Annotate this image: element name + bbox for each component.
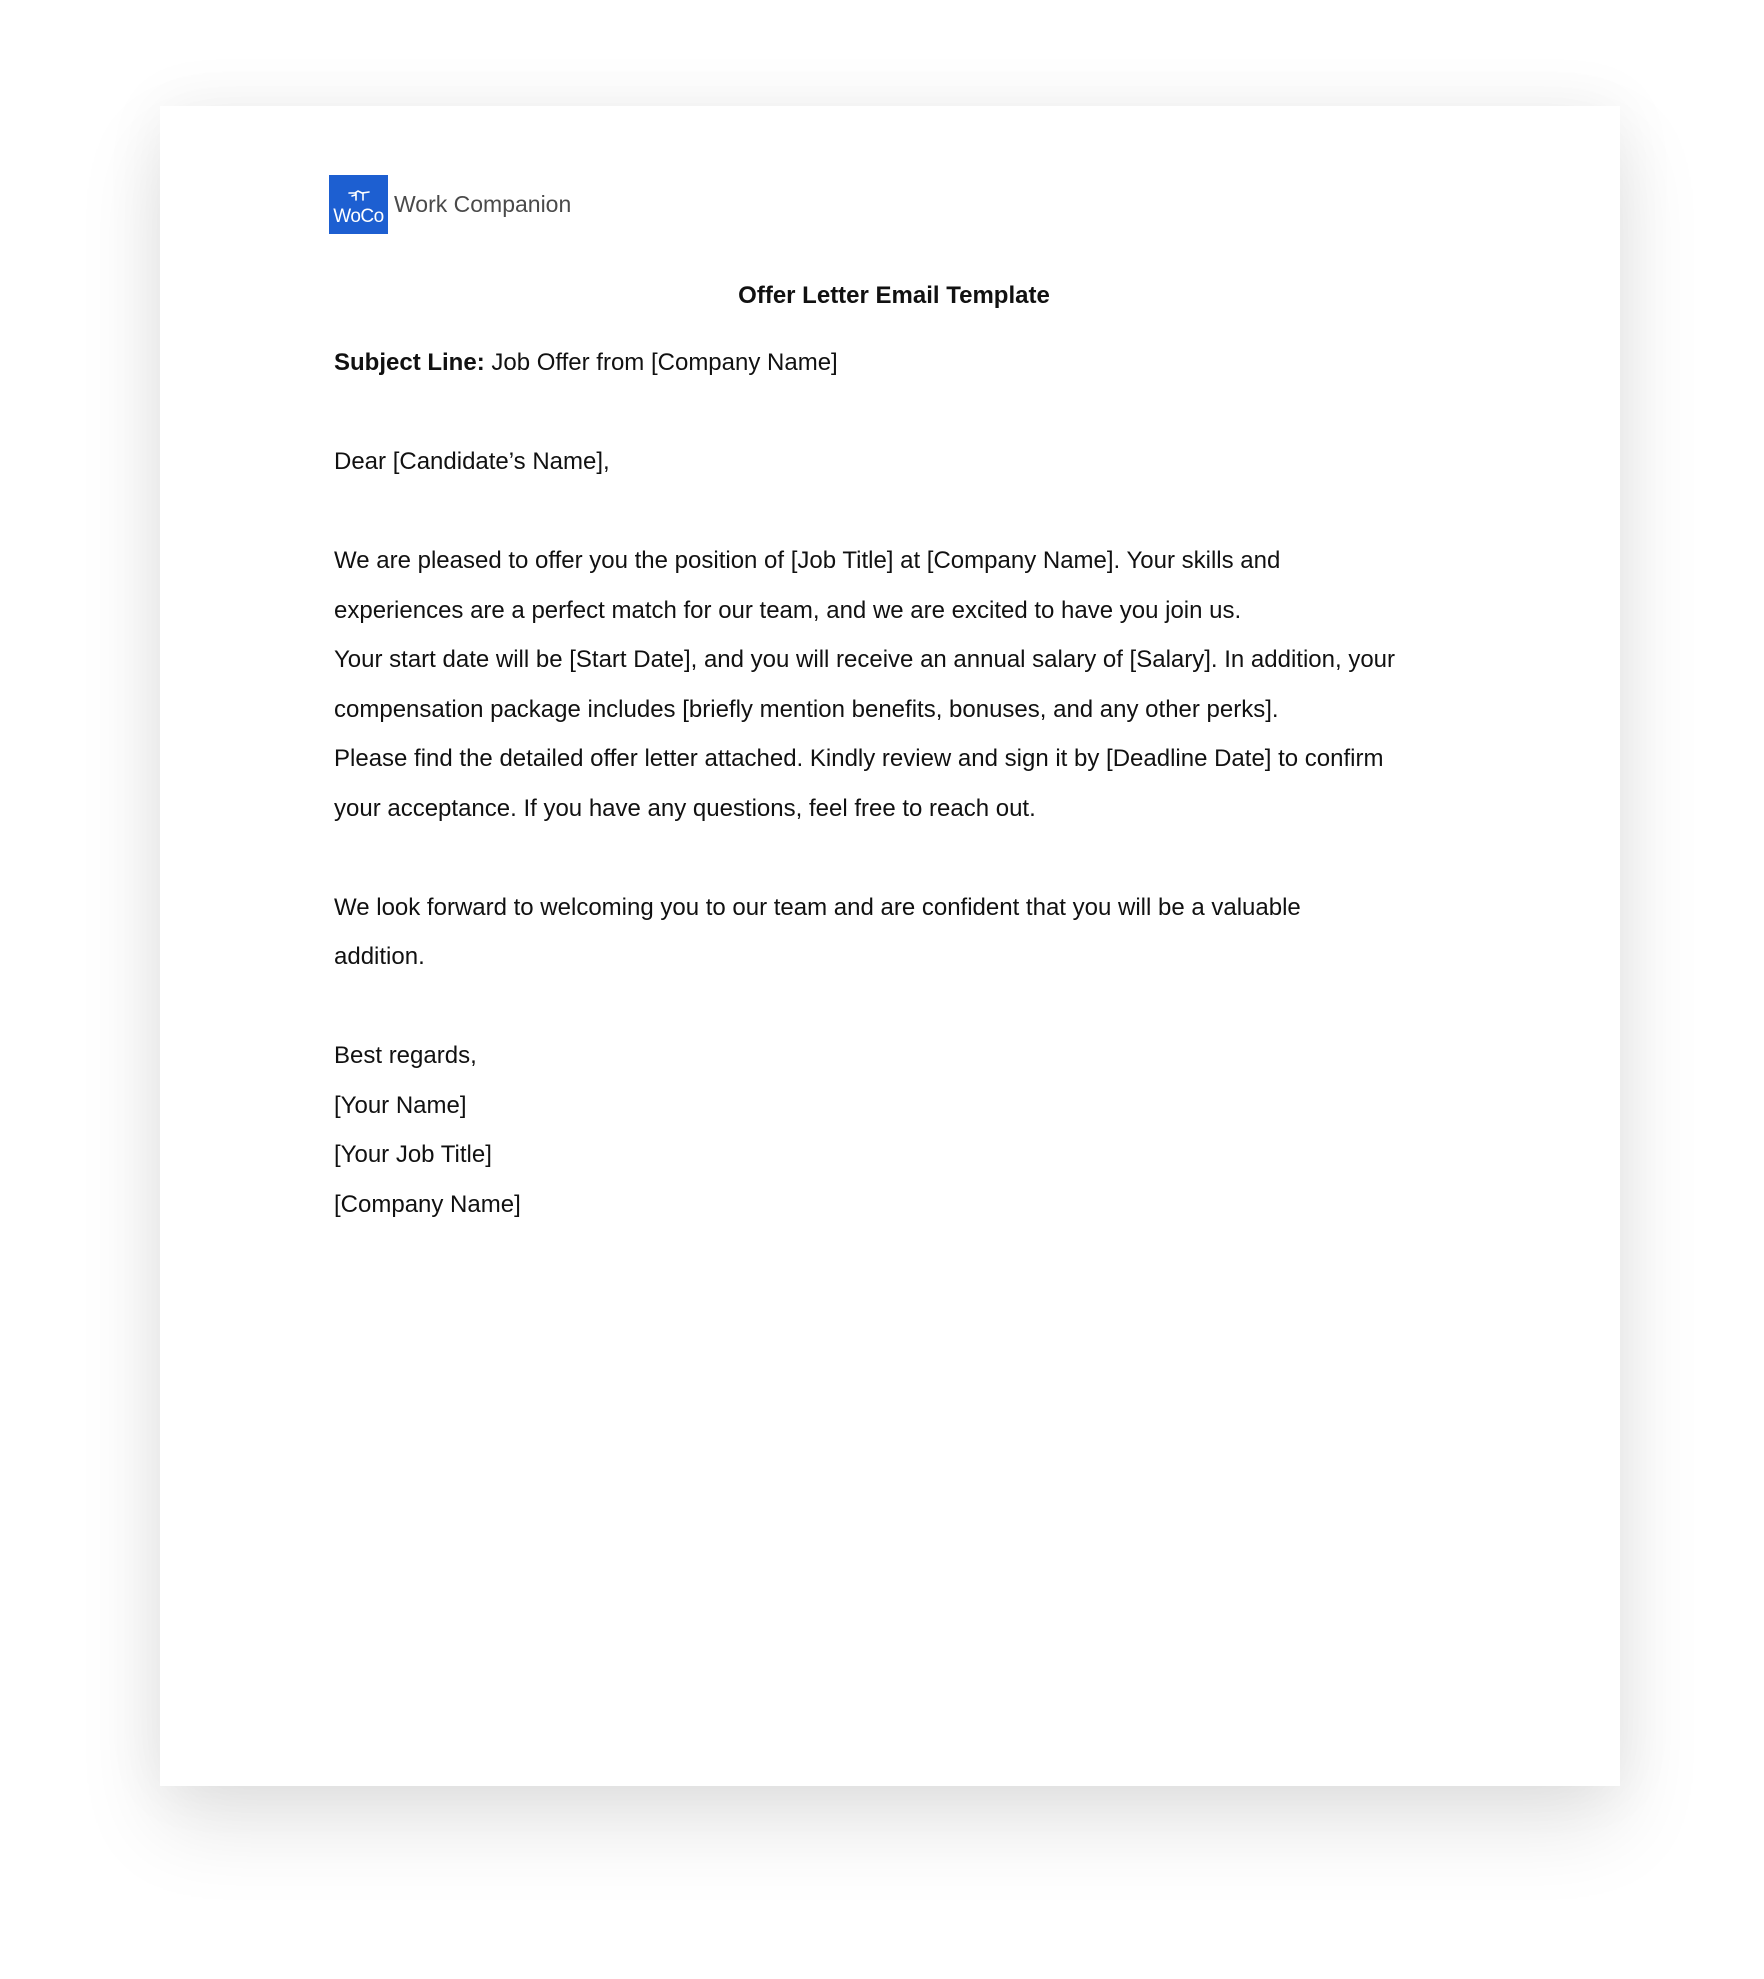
signoff: Best regards, <box>334 1042 477 1069</box>
subject-label: Subject Line: <box>334 349 485 376</box>
signature-company: [Company Name] <box>334 1190 521 1218</box>
closing-line: addition. <box>334 943 425 970</box>
brand-logo-text: WoCo <box>333 206 384 227</box>
body-line: compensation package includes [briefly mention benefits, bonuses, and any other perks]. <box>334 695 1279 723</box>
bird-icon <box>346 189 372 205</box>
body-line: Please find the detailed offer letter attached. Kindly review and sign it by [Deadline Date] to confirm <box>334 745 1384 772</box>
document-body <box>334 271 1454 1229</box>
signature-title: [Your Job Title] <box>334 1141 492 1168</box>
document-page <box>160 106 1620 1786</box>
subject-line <box>334 338 1454 388</box>
document-title: Offer Letter Email Template <box>738 282 1050 309</box>
subject-value: Job Offer from [Company Name] <box>484 349 838 376</box>
signature-name: [Your Name] <box>334 1091 467 1119</box>
body-line: your acceptance. If you have any questions, feel free to reach out. <box>334 794 1036 822</box>
greeting: Dear [Candidate’s Name], <box>334 448 610 475</box>
closing-line: We look forward to welcoming you to our team and are confident that you will be a valuable <box>334 893 1301 921</box>
body-line: We are pleased to offer you the position of [Job Title] at [Company Name]. Your skills and <box>334 547 1281 574</box>
brand-header <box>329 175 571 234</box>
brand-logo <box>329 175 388 234</box>
body-line: Your start date will be [Start Date], and you will receive an annual salary of [Salary]. In addition, your <box>334 646 1396 673</box>
brand-name: Work Companion <box>394 191 572 217</box>
body-line: experiences are a perfect match for our team, and we are excited to have you join us. <box>334 596 1242 624</box>
